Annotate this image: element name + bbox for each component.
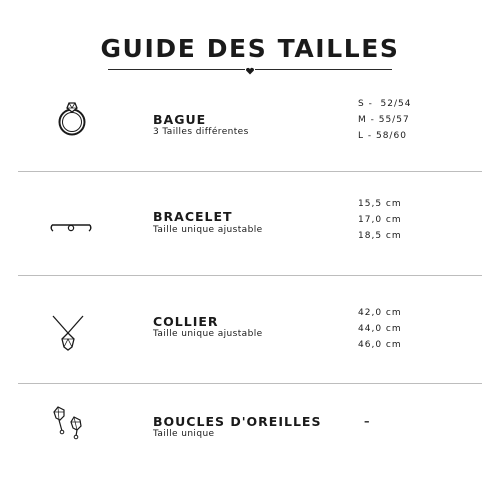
item-name: BOUCLES D'OREILLES: [153, 414, 322, 429]
size-list: [358, 305, 402, 353]
item-subtitle: Taille unique: [153, 429, 215, 439]
size-value: S - 52/54: [358, 99, 412, 109]
size-value: M - 55/57: [358, 115, 410, 125]
size-value: 17,0 cm: [358, 215, 402, 225]
size-value: 42,0 cm: [358, 308, 402, 318]
size-list: [358, 96, 411, 144]
item-name: BRACELET: [153, 209, 233, 224]
heart-icon: [245, 67, 255, 75]
ring-icon: [52, 96, 92, 140]
size-list: [358, 196, 402, 244]
size-value: 44,0 cm: [358, 324, 402, 334]
row-divider: [18, 383, 482, 384]
size-value: 15,5 cm: [358, 199, 402, 209]
necklace-icon: [50, 313, 86, 353]
size-list: [364, 414, 371, 430]
item-subtitle: Taille unique ajustable: [153, 329, 263, 339]
item-subtitle: Taille unique ajustable: [153, 225, 263, 235]
size-value: L - 58/60: [358, 131, 407, 141]
item-name: COLLIER: [153, 314, 219, 329]
item-name: BAGUE: [153, 112, 207, 127]
earrings-icon: [50, 404, 90, 440]
row-divider: [18, 171, 482, 172]
page-title: GUIDE DES TAILLES: [100, 34, 400, 63]
bracelet-icon: [48, 216, 94, 238]
size-value: 46,0 cm: [358, 340, 402, 350]
size-value: 18,5 cm: [358, 231, 402, 241]
item-subtitle: 3 Tailles différentes: [153, 127, 249, 137]
size-value: –: [364, 415, 371, 428]
row-divider: [18, 275, 482, 276]
